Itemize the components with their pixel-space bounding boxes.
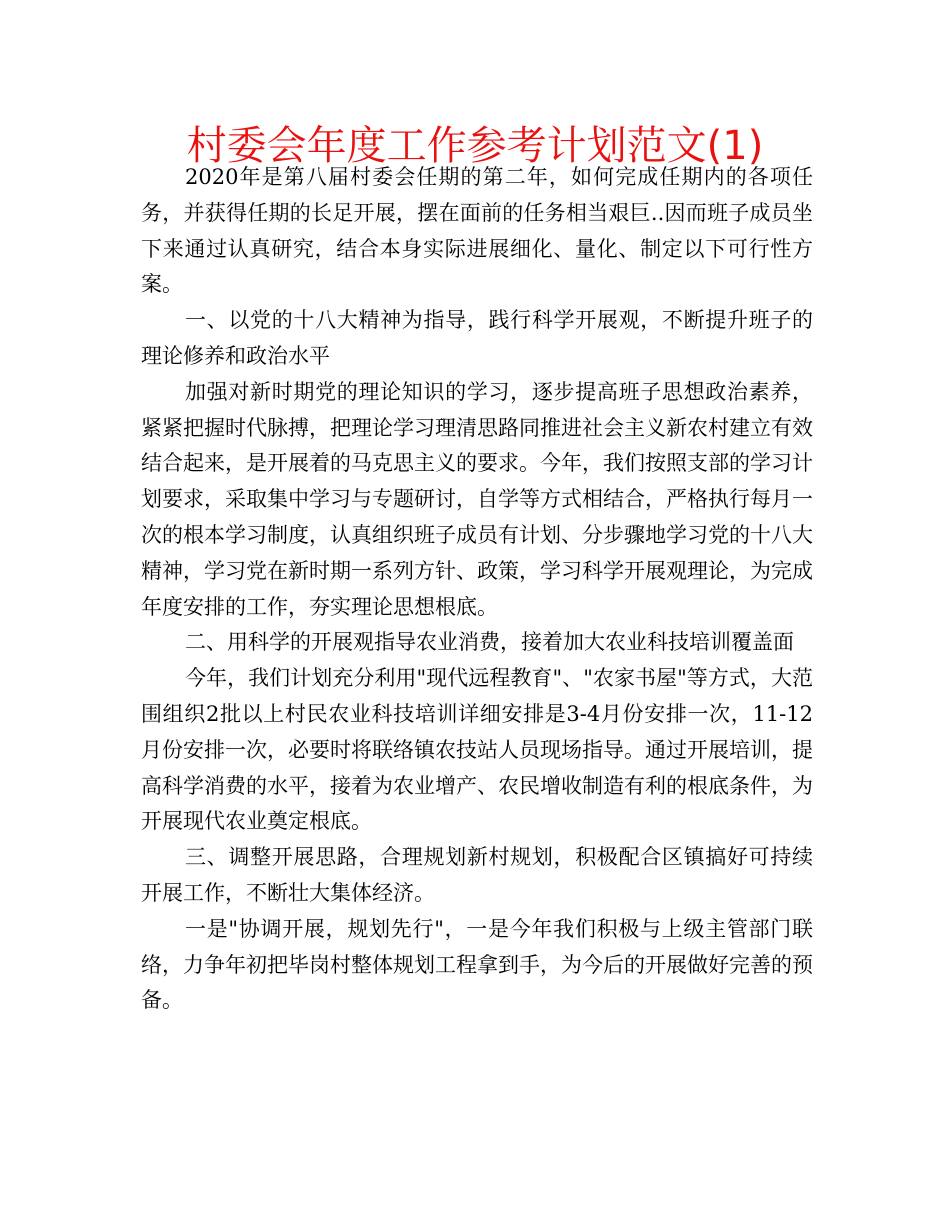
document-body bbox=[141, 160, 813, 1019]
paragraph-intro: 2020年是第八届村委会任期的第二年，如何完成任期内的各项任务，并获得任期的长足开展，摆在面前的任务相当艰巨..因而班子成员坐下来通过认真研究，结合本身实际进展细化、量化、制定以下可行性方案。 bbox=[141, 165, 813, 297]
heading-section-1: 一、以党的十八大精神为指导，践行科学开展观，不断提升班子的理论修养和政治水平 bbox=[141, 308, 813, 368]
heading-section-3: 三、调整开展思路，合理规划新村规划，积极配合区镇搞好可持续开展工作，不断壮大集体经济。 bbox=[141, 845, 813, 905]
paragraph-section-1: 加强对新时期党的理论知识的学习，逐步提高班子思想政治素养，紧紧把握时代脉搏，把理论学习理清思路同推进社会主义新农村建立有效结合起来，是开展着的马克思主义的要求。今年，我们按照支部的学习计划要求，采取集中学习与专题研讨，自学等方式相结合，严格执行每月一次的根本学习制度，认真组织班子成员有计划、分步骤地学习党的十八大精神，学习党在新时期一系列方针、政策，学习科学开展观理论，为完成年度安排的工作，夯实理论思想根底。 bbox=[141, 379, 813, 619]
heading-section-2: 二、用科学的开展观指导农业消费，接着加大农业科技培训覆盖面 bbox=[185, 630, 794, 655]
paragraph-section-3: 一是"协调开展，规划先行"，一是今年我们积极与上级主管部门联络，力争年初把毕岗村整体规划工程拿到手，为今后的开展做好完善的预备。 bbox=[141, 916, 813, 1013]
document-title: 村委会年度工作参考计划范文(1) bbox=[186, 123, 764, 169]
paragraph-section-2: 今年，我们计划充分利用"现代远程教育"、"农家书屋"等方式，大范围组织2批以上村民农业科技培训详细安排是3-4月份安排一次，11-12月份安排一次，必要时将联络镇农技站人员现场指导。通过开展培训，提高科学消费的水平，接着为农业增产、农民增收制造有利的根底条件，为开展现代农业奠定根底。 bbox=[141, 666, 813, 834]
